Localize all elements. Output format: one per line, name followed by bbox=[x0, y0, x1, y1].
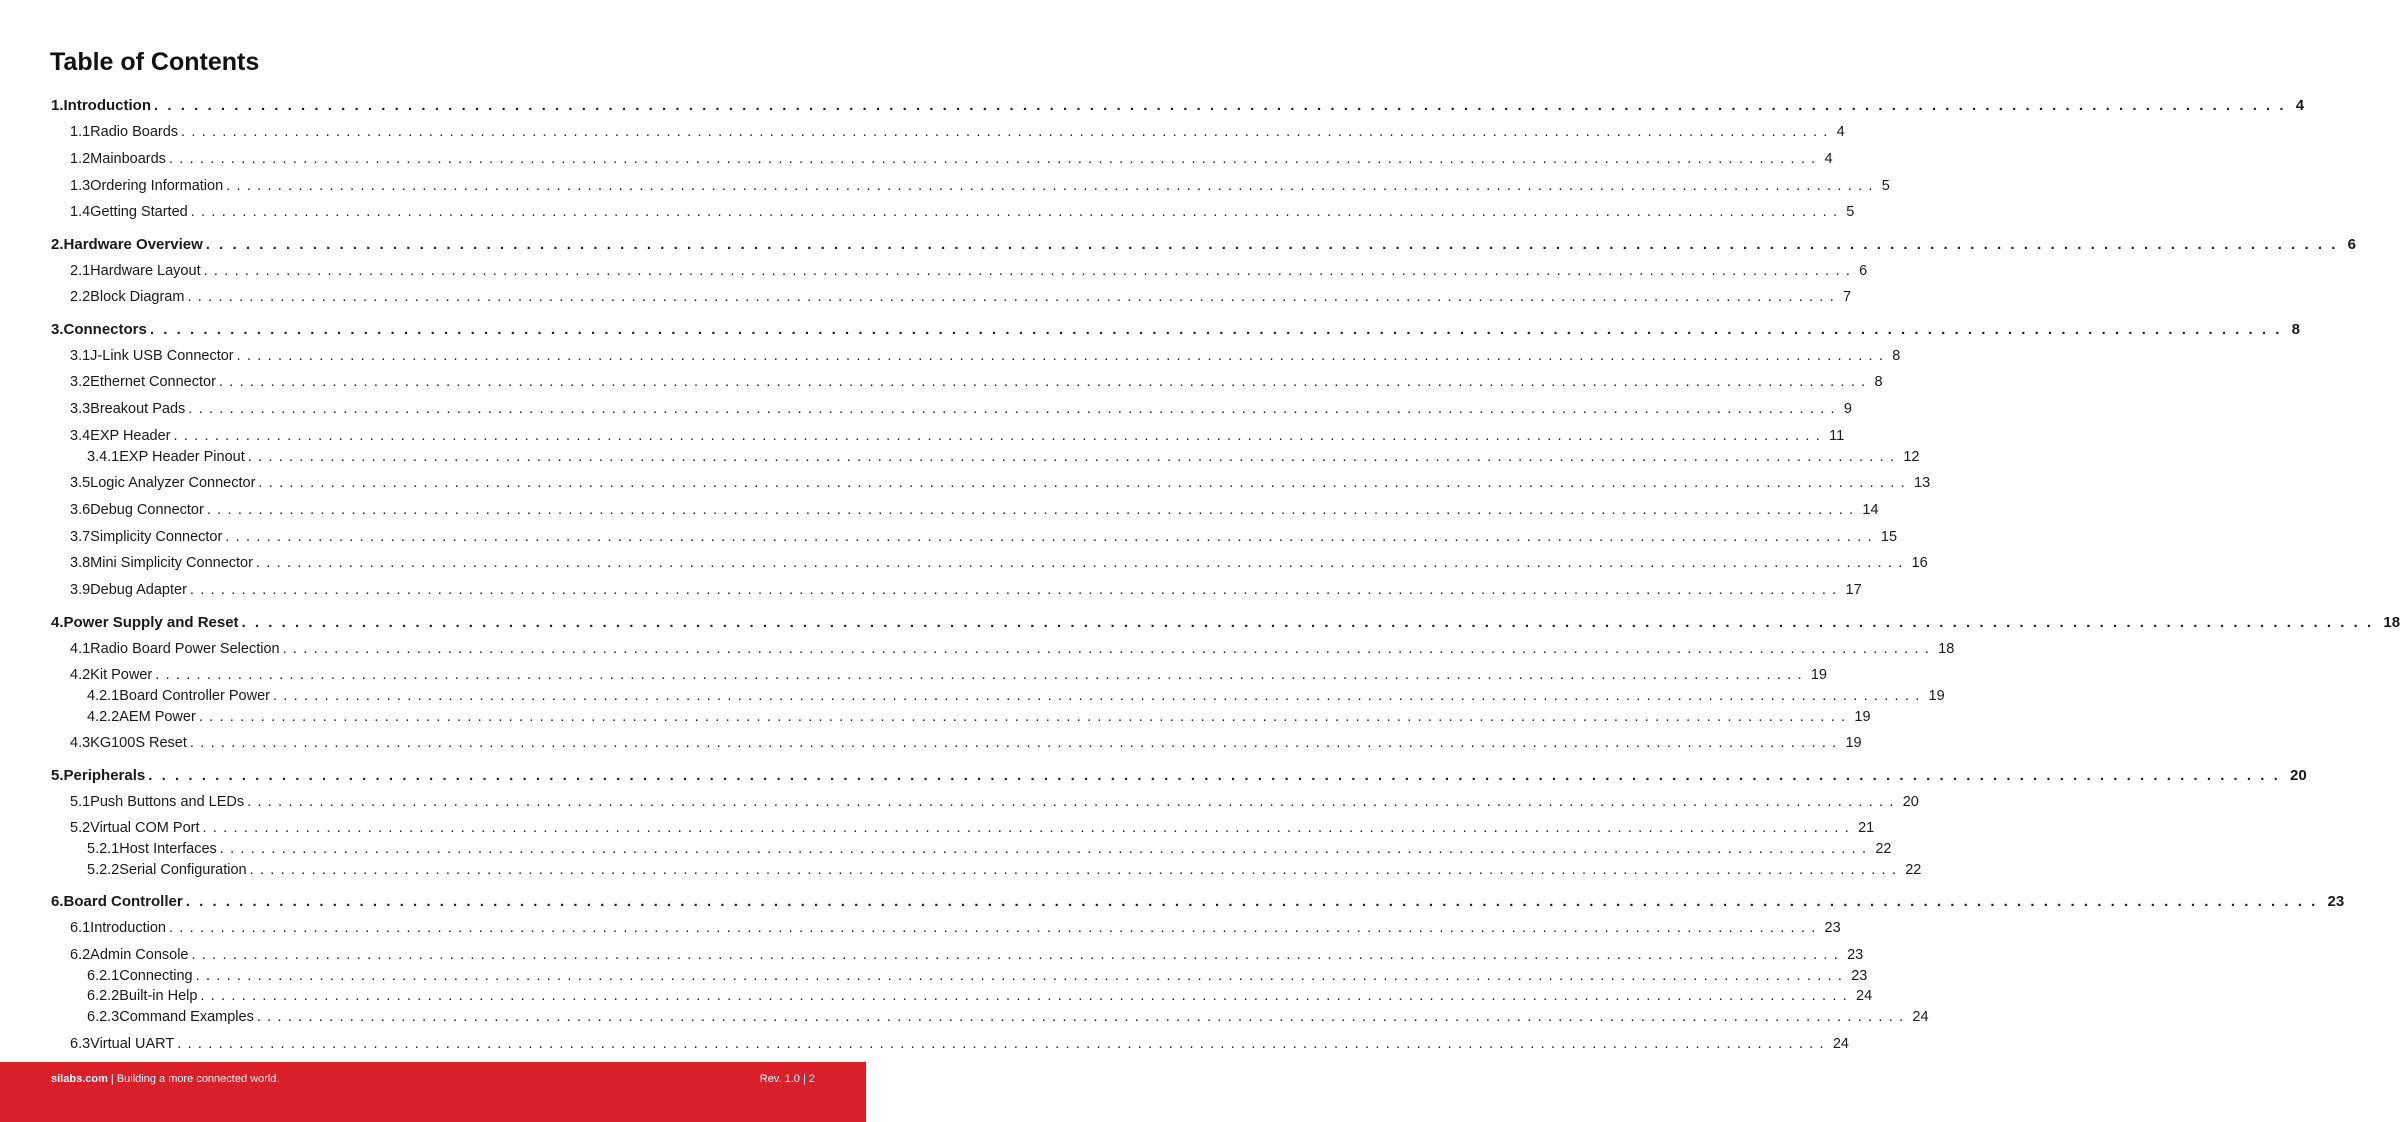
toc-entry-page-number: 24 bbox=[1912, 1009, 1929, 1025]
toc-entry-page-number: 11 bbox=[1829, 428, 1845, 444]
toc-dot-leader: ................................................................................................................................................................ bbox=[191, 947, 1845, 963]
toc-entry-page-number: 8 bbox=[2291, 321, 2300, 338]
toc-dot-leader: ................................................................................................................................................................ bbox=[173, 428, 1827, 444]
toc-dot-leader: ................................................................................................................................................................ bbox=[205, 236, 2345, 253]
toc-entry-number: 3.9 bbox=[70, 582, 91, 598]
toc-dot-leader: ................................................................................................................................................................ bbox=[177, 1036, 1830, 1052]
toc-entry-number: 6.3 bbox=[70, 1036, 91, 1052]
toc-entry-title: Built-in Help bbox=[119, 988, 198, 1004]
page-title: Table of Contents bbox=[50, 48, 260, 76]
toc-entry-number: 4.3 bbox=[70, 735, 91, 751]
footer-brand[interactable]: silabs.com bbox=[51, 1073, 108, 1085]
toc-dot-leader: ................................................................................................................................................................ bbox=[236, 348, 1890, 364]
toc-section-entry[interactable] bbox=[51, 97, 2305, 114]
toc-subsection-entry[interactable] bbox=[70, 529, 1898, 545]
toc-entry-number: 2. bbox=[51, 236, 64, 253]
toc-dot-leader: ................................................................................................................................................................ bbox=[168, 151, 1822, 167]
toc-entry-page-number: 7 bbox=[1843, 289, 1852, 305]
toc-entry-page-number: 20 bbox=[1902, 794, 1919, 810]
toc-entry-title: Board Controller Power bbox=[119, 688, 270, 704]
toc-entry-page-number: 6 bbox=[2347, 236, 2356, 253]
toc-entry-page-number: 23 bbox=[1847, 947, 1864, 963]
toc-dot-leader: ................................................................................................................................................................ bbox=[247, 794, 1900, 810]
toc-entry-number: 4.1 bbox=[70, 641, 91, 657]
toc-dot-leader: ................................................................................................................................................................ bbox=[168, 920, 1822, 936]
toc-dot-leader: ................................................................................................................................................................ bbox=[181, 124, 1834, 140]
toc-subsection-entry[interactable] bbox=[70, 289, 1852, 305]
toc-subsection-entry[interactable] bbox=[70, 555, 1928, 571]
toc-entry-number: 5.2.1 bbox=[87, 841, 120, 857]
toc-entry-number: 3.6 bbox=[70, 502, 91, 518]
toc-subsection-entry[interactable] bbox=[70, 124, 1845, 140]
toc-subsection-entry[interactable] bbox=[70, 348, 1901, 364]
toc-entry-number: 3.4.1 bbox=[87, 449, 120, 465]
toc-entry-number: 3.5 bbox=[70, 475, 91, 491]
toc-entry-number: 1.2 bbox=[70, 151, 91, 167]
toc-subsection-entry[interactable] bbox=[70, 920, 1841, 936]
toc-entry-title: EXP Header Pinout bbox=[119, 449, 245, 465]
toc-entry-title: Connectors bbox=[63, 321, 147, 338]
toc-entry-number: 3.7 bbox=[70, 529, 91, 545]
toc-subsection-entry[interactable] bbox=[70, 178, 1890, 194]
toc-entry-title: Radio Board Power Selection bbox=[90, 641, 280, 657]
toc-dot-leader: ................................................................................................................................................................ bbox=[225, 529, 1878, 545]
toc-entry-page-number: 24 bbox=[1832, 1036, 1849, 1052]
toc-entry-number: 3.3 bbox=[70, 401, 91, 417]
toc-entry-title: Mainboards bbox=[90, 151, 166, 167]
toc-subsection-entry[interactable] bbox=[87, 862, 1922, 878]
toc-dot-leader: ................................................................................................................................................................ bbox=[219, 841, 1873, 857]
toc-entry-page-number: 4 bbox=[1836, 124, 1845, 140]
toc-entry-title: Logic Analyzer Connector bbox=[90, 475, 256, 491]
toc-entry-number: 5.2.2 bbox=[87, 862, 120, 878]
toc-entry-number: 1.4 bbox=[70, 204, 91, 220]
toc-entry-title: Host Interfaces bbox=[119, 841, 217, 857]
toc-entry-number: 3.8 bbox=[70, 555, 91, 571]
toc-entry-title: J-Link USB Connector bbox=[90, 348, 234, 364]
toc-entry-title: AEM Power bbox=[119, 709, 196, 725]
toc-subsection-entry[interactable] bbox=[70, 475, 1931, 491]
toc-subsection-entry[interactable] bbox=[70, 204, 1855, 220]
toc-entry-number: 4. bbox=[51, 614, 64, 631]
toc-entry-page-number: 13 bbox=[1914, 475, 1931, 491]
toc-entry-number: 4.2 bbox=[70, 667, 91, 683]
toc-dot-leader: ................................................................................................................................................................ bbox=[247, 449, 1901, 465]
toc-dot-leader: ................................................................................................................................................................ bbox=[190, 204, 1844, 220]
toc-section-entry[interactable] bbox=[51, 767, 2307, 784]
toc-entry-page-number: 15 bbox=[1880, 529, 1898, 545]
toc-entry-title: Mini Simplicity Connector bbox=[90, 555, 253, 571]
toc-entry-page-number: 5 bbox=[1846, 204, 1855, 220]
toc-dot-leader: ................................................................................................................................................................ bbox=[154, 97, 2293, 114]
toc-subsection-entry[interactable] bbox=[87, 709, 1871, 725]
toc-dot-leader: ................................................................................................................................................................ bbox=[282, 641, 1936, 657]
toc-subsection-entry[interactable] bbox=[70, 820, 1875, 836]
toc-dot-leader: ................................................................................................................................................................ bbox=[249, 862, 1903, 878]
toc-entry-title: Board Controller bbox=[63, 893, 183, 910]
toc-entry-number: 3.1 bbox=[70, 348, 91, 364]
toc-subsection-entry[interactable] bbox=[70, 1036, 1849, 1052]
toc-dot-leader: ................................................................................................................................................................ bbox=[189, 735, 1843, 751]
toc-entry-page-number: 19 bbox=[1854, 709, 1871, 725]
toc-entry-page-number: 9 bbox=[1843, 401, 1852, 417]
toc-entry-number: 2.2 bbox=[70, 289, 91, 305]
toc-entry-title: Ethernet Connector bbox=[90, 374, 216, 390]
toc-section-entry[interactable] bbox=[51, 236, 2356, 253]
toc-entry-number: 4.2.1 bbox=[87, 688, 120, 704]
toc-entry-number: 1. bbox=[51, 97, 64, 114]
toc-entry-page-number: 14 bbox=[1862, 502, 1879, 518]
toc-entry-number: 6.1 bbox=[70, 920, 91, 936]
toc-entry-page-number: 23 bbox=[1824, 920, 1841, 936]
toc-entry-number: 2.1 bbox=[70, 263, 91, 279]
toc-entry-page-number: 22 bbox=[1875, 841, 1892, 857]
toc-entry-number: 3. bbox=[51, 321, 64, 338]
toc-entry-number: 5.1 bbox=[70, 794, 91, 810]
toc-entry-title: Admin Console bbox=[90, 947, 189, 963]
toc-subsection-entry[interactable] bbox=[70, 735, 1862, 751]
toc-entry-title: Peripherals bbox=[63, 767, 146, 784]
toc-entry-page-number: 17 bbox=[1845, 582, 1862, 598]
toc-entry-title: Virtual COM Port bbox=[90, 820, 200, 836]
toc-entry-page-number: 4 bbox=[2295, 97, 2305, 114]
footer-bar bbox=[0, 1062, 866, 1122]
toc-entry-page-number: 19 bbox=[1845, 735, 1862, 751]
toc-subsection-entry[interactable] bbox=[87, 449, 1920, 465]
footer-revision: Rev. 1.0 | 2 bbox=[759, 1073, 815, 1085]
toc-entry-title: Ordering Information bbox=[90, 178, 224, 194]
toc-dot-leader: ................................................................................................................................................................ bbox=[202, 820, 1856, 836]
toc-entry-page-number: 21 bbox=[1858, 820, 1875, 836]
toc-subsection-entry[interactable] bbox=[70, 428, 1845, 444]
toc-dot-leader: ................................................................................................................................................................ bbox=[187, 289, 1841, 305]
toc-entry-number: 1.3 bbox=[70, 178, 91, 194]
toc-subsection-entry[interactable] bbox=[87, 988, 1873, 1004]
toc-entry-page-number: 22 bbox=[1905, 862, 1922, 878]
toc-dot-leader: ................................................................................................................................................................ bbox=[198, 709, 1852, 725]
toc-subsection-entry[interactable] bbox=[70, 151, 1833, 167]
toc-entry-number: 3.2 bbox=[70, 374, 91, 390]
toc-entry-page-number: 19 bbox=[1810, 667, 1827, 683]
toc-dot-leader: ................................................................................................................................................................ bbox=[218, 374, 1872, 390]
footer-brand-line bbox=[51, 1073, 279, 1085]
toc-subsection-entry[interactable] bbox=[70, 667, 1827, 683]
toc-entry-number: 5.2 bbox=[70, 820, 91, 836]
toc-subsection-entry[interactable] bbox=[70, 374, 1883, 390]
toc-dot-leader: ................................................................................................................................................................ bbox=[256, 1009, 1910, 1025]
toc-entry-title: Simplicity Connector bbox=[90, 529, 223, 545]
toc-entry-page-number: 6 bbox=[1859, 263, 1868, 279]
toc-dot-leader: ................................................................................................................................................................ bbox=[258, 475, 1911, 491]
toc-dot-leader: ................................................................................................................................................................ bbox=[188, 401, 1841, 417]
toc-entry-title: Introduction bbox=[63, 97, 151, 114]
toc-entry-title: Debug Adapter bbox=[90, 582, 187, 598]
toc-entry-number: 1.1 bbox=[70, 124, 91, 140]
toc-section-entry[interactable] bbox=[51, 614, 2400, 631]
toc-entry-title: Push Buttons and LEDs bbox=[90, 794, 245, 810]
toc-subsection-entry[interactable] bbox=[87, 688, 1945, 704]
toc-entry-title: Debug Connector bbox=[90, 502, 204, 518]
toc-entry-title: Breakout Pads bbox=[90, 401, 186, 417]
toc-dot-leader: ................................................................................................................................................................ bbox=[195, 968, 1849, 984]
toc-dot-leader: ................................................................................................................................................................ bbox=[148, 767, 2288, 784]
toc-entry-title: Power Supply and Reset bbox=[63, 614, 239, 631]
toc-subsection-entry[interactable] bbox=[70, 263, 1868, 279]
toc-dot-leader: ................................................................................................................................................................ bbox=[226, 178, 1879, 194]
toc-dot-leader: ................................................................................................................................................................ bbox=[203, 263, 1857, 279]
toc-dot-leader: ................................................................................................................................................................ bbox=[200, 988, 1853, 1004]
toc-subsection-entry[interactable] bbox=[70, 502, 1879, 518]
toc-entry-number: 5. bbox=[51, 767, 64, 784]
toc-entry-title: Command Examples bbox=[119, 1009, 254, 1025]
toc-subsection-entry[interactable] bbox=[70, 947, 1864, 963]
toc-entry-page-number: 8 bbox=[1874, 374, 1883, 390]
toc-entry-page-number: 19 bbox=[1928, 688, 1945, 704]
toc-entry-page-number: 4 bbox=[1824, 151, 1833, 167]
toc-entry-title: Kit Power bbox=[90, 667, 153, 683]
toc-entry-title: Introduction bbox=[90, 920, 166, 936]
toc-entry-page-number: 8 bbox=[1892, 348, 1901, 364]
toc-subsection-entry[interactable] bbox=[70, 641, 1955, 657]
toc-dot-leader: ................................................................................................................................................................ bbox=[241, 614, 2381, 631]
toc-entry-page-number: 23 bbox=[2327, 893, 2345, 910]
toc-entry-title: KG100S Reset bbox=[90, 735, 187, 751]
toc-dot-leader: ................................................................................................................................................................ bbox=[255, 555, 1909, 571]
toc-entry-title: Connecting bbox=[119, 968, 193, 984]
toc-entry-number: 6.2.2 bbox=[87, 988, 120, 1004]
toc-subsection-entry[interactable] bbox=[87, 968, 1868, 984]
toc-entry-number: 4.2.2 bbox=[87, 709, 120, 725]
toc-dot-leader: ................................................................................................................................................................ bbox=[149, 321, 2289, 338]
toc-subsection-entry[interactable] bbox=[70, 794, 1919, 810]
toc-entry-title: Hardware Layout bbox=[90, 263, 201, 279]
toc-dot-leader: ................................................................................................................................................................ bbox=[155, 667, 1808, 683]
toc-entry-number: 3.4 bbox=[70, 428, 91, 444]
toc-entry-title: Getting Started bbox=[90, 204, 188, 220]
toc-subsection-entry[interactable] bbox=[87, 841, 1892, 857]
footer-tagline: | Building a more connected world. bbox=[107, 1073, 280, 1085]
toc-subsection-entry[interactable] bbox=[70, 582, 1862, 598]
toc-entry-number: 6. bbox=[51, 893, 64, 910]
toc-entry-number: 6.2.3 bbox=[87, 1009, 120, 1025]
toc-section-entry[interactable] bbox=[51, 321, 2300, 338]
toc-entry-number: 6.2 bbox=[70, 947, 91, 963]
toc-entry-title: EXP Header bbox=[90, 428, 171, 444]
toc-dot-leader: ................................................................................................................................................................ bbox=[272, 688, 1926, 704]
toc-entry-page-number: 5 bbox=[1881, 178, 1890, 194]
toc-section-entry[interactable] bbox=[51, 893, 2345, 910]
toc-dot-leader: ................................................................................................................................................................ bbox=[189, 582, 1843, 598]
toc-entry-page-number: 23 bbox=[1851, 968, 1868, 984]
toc-entry-page-number: 18 bbox=[2383, 614, 2400, 631]
toc-subsection-entry[interactable] bbox=[70, 401, 1852, 417]
toc-entry-number: 6.2.1 bbox=[87, 968, 120, 984]
toc-dot-leader: ................................................................................................................................................................ bbox=[206, 502, 1860, 518]
toc-entry-page-number: 18 bbox=[1938, 641, 1955, 657]
toc-entry-page-number: 24 bbox=[1856, 988, 1873, 1004]
toc-dot-leader: ................................................................................................................................................................ bbox=[185, 893, 2325, 910]
toc-entry-page-number: 20 bbox=[2290, 767, 2307, 784]
toc-entry-title: Hardware Overview bbox=[63, 236, 203, 253]
toc-entry-page-number: 12 bbox=[1903, 449, 1920, 465]
toc-entry-title: Radio Boards bbox=[90, 124, 179, 140]
toc-entry-title: Block Diagram bbox=[90, 289, 185, 305]
toc-entry-page-number: 16 bbox=[1911, 555, 1928, 571]
toc-entry-title: Serial Configuration bbox=[119, 862, 247, 878]
toc-subsection-entry[interactable] bbox=[87, 1009, 1929, 1025]
toc-entry-title: Virtual UART bbox=[90, 1036, 175, 1052]
